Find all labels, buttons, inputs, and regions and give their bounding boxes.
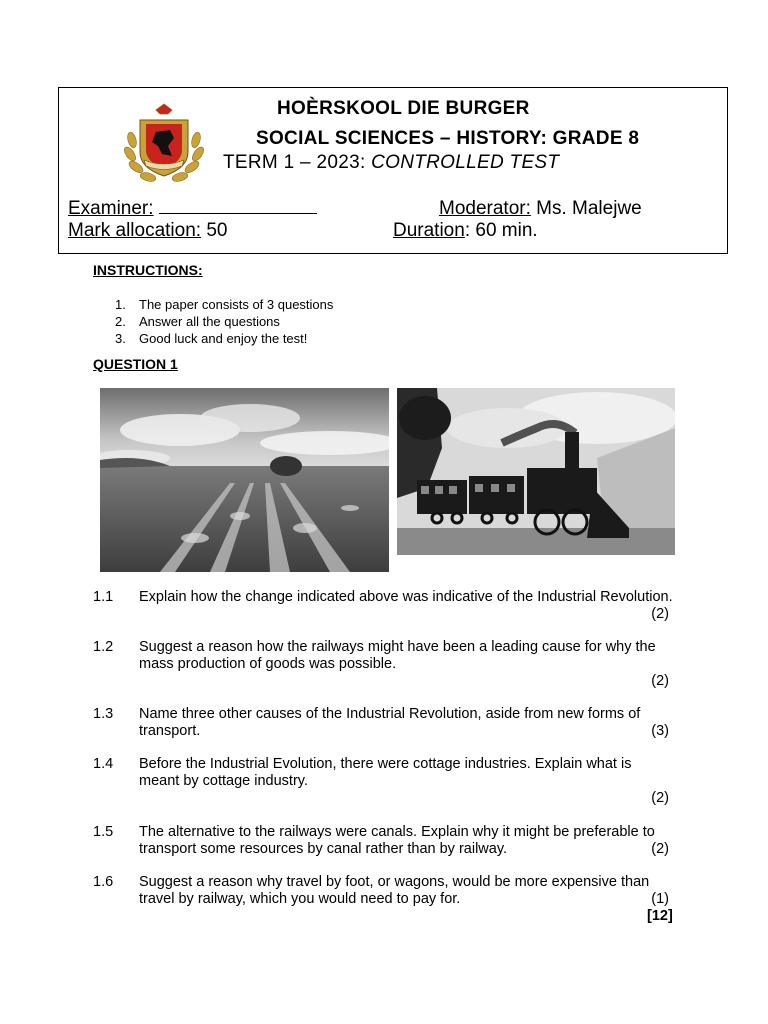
question-number: 1.6 <box>93 874 114 890</box>
question-text: Explain how the change indicated above was indicative of the Industrial Revolution. <box>139 589 673 605</box>
question-marks: (2) <box>651 673 669 689</box>
instructions-list <box>115 296 333 347</box>
instruction-item <box>115 313 333 330</box>
moderator-label: Moderator: <box>439 198 531 219</box>
mark-allocation-line <box>68 220 227 242</box>
question-1-heading: QUESTION 1 <box>93 356 178 372</box>
instruction-text: The paper consists of 3 questions <box>139 297 334 312</box>
instruction-item <box>115 296 333 313</box>
test-type: CONTROLLED TEST <box>371 152 560 173</box>
question-marks: (2) <box>651 841 669 857</box>
question-marks: (1) <box>651 891 669 907</box>
instruction-number: 2. <box>115 314 126 329</box>
moderator-value: Ms. Malejwe <box>530 198 642 219</box>
duration-label: Duration <box>393 220 465 241</box>
instruction-text: Good luck and enjoy the test! <box>139 331 308 346</box>
instruction-text: Answer all the questions <box>139 314 280 329</box>
steam-train-engraving <box>397 388 675 555</box>
question-text: Before the Industrial Evolution, there were cottage industries. Explain what is meant by cottage industry. <box>139 756 632 789</box>
question-1-total: [12] <box>647 908 673 924</box>
examiner-blank[interactable] <box>159 199 317 214</box>
question-text: Suggest a reason how the railways might have been a leading cause for why the mass production of goods was possible. <box>139 639 656 672</box>
question-text: The alternative to the railways were canals. Explain why it might be preferable to transport some resources by canal rather than by railway. <box>139 824 655 857</box>
question-text: Name three other causes of the Industrial Revolution, aside from new forms of transport. <box>139 706 641 739</box>
instruction-number: 3. <box>115 331 126 346</box>
question-marks: (3) <box>651 723 669 739</box>
duration-line <box>393 220 538 242</box>
instructions-heading: INSTRUCTIONS: <box>93 262 203 278</box>
moderator-line <box>439 198 642 220</box>
examiner-line <box>68 198 317 220</box>
question-number: 1.4 <box>93 756 114 772</box>
instruction-item <box>115 330 333 347</box>
term-prefix: TERM 1 – 2023: <box>223 152 372 173</box>
question-number: 1.2 <box>93 639 114 655</box>
mark-allocation-value: 50 <box>201 220 228 241</box>
question-number: 1.1 <box>93 589 114 605</box>
school-name: HOÈRSKOOL DIE BURGER <box>277 98 530 119</box>
term-line <box>223 152 559 174</box>
instruction-number: 1. <box>115 297 126 312</box>
question-text: Suggest a reason why travel by foot, or wagons, would be more expensive than travel by railway, which you would need to pay for. <box>139 874 650 907</box>
school-crest-logo <box>122 102 206 186</box>
subject-title: SOCIAL SCIENCES – HISTORY: GRADE 8 <box>256 128 640 149</box>
question-number: 1.3 <box>93 706 114 722</box>
question-marks: (2) <box>651 606 669 622</box>
muddy-road-photo <box>100 388 389 572</box>
mark-allocation-label: Mark allocation: <box>68 220 202 241</box>
header-box <box>58 87 728 254</box>
duration-value: : 60 min. <box>464 220 538 241</box>
question-marks: (2) <box>651 790 669 806</box>
examiner-label: Examiner: <box>68 198 154 219</box>
question-number: 1.5 <box>93 824 114 840</box>
